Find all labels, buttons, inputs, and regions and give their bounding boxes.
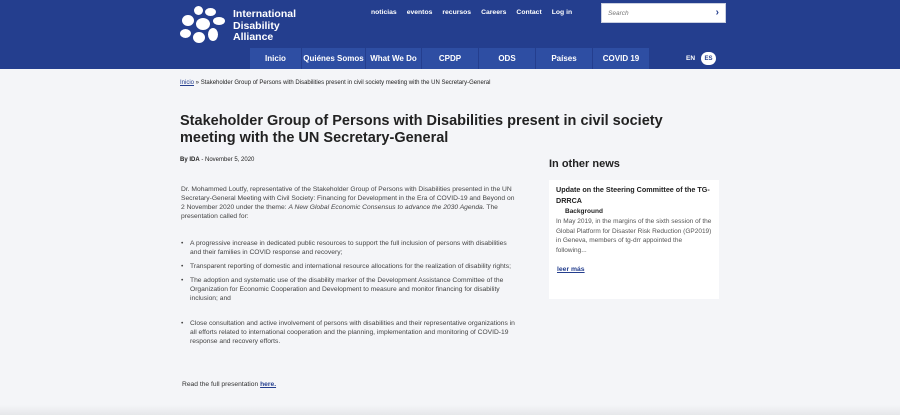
language-switcher (686, 52, 716, 65)
list-item: • Transparent reporting of domestic and international resource allocations for the realization of disability rights; (181, 262, 517, 271)
read-more-text: Read the full presentation (182, 381, 261, 388)
main-nav (250, 48, 650, 69)
list-item: • The adoption and systematic use of the disability marker of the Development Assistance Committee of the Organization for Economic Cooperation and Development to measure and monitor financing for disability inclusion; and (181, 276, 517, 303)
article-intro (181, 185, 517, 221)
top-link-contact[interactable]: Contact (516, 9, 542, 16)
article-bullet-list (181, 239, 517, 351)
page-title: Stakeholder Group of Persons with Disabilities present in civil society meeting with the UN Secretary-General (180, 113, 663, 146)
breadcrumb-current: Stakeholder Group of Persons with Disabilities present in civil society meeting with the UN Secretary-General (200, 80, 491, 86)
nav-paises[interactable]: Países (536, 48, 593, 69)
logo-text (233, 9, 296, 44)
sidebar-heading: In other news (549, 158, 620, 170)
news-card (549, 180, 719, 299)
nav-cpdp[interactable]: CPDP (422, 48, 479, 69)
breadcrumb-home[interactable]: Inicio (180, 80, 195, 86)
search-box (601, 3, 726, 23)
site-header (0, 0, 900, 69)
list-item: • Close consultation and active involvement of persons with disabilities and their representative organizations in all efforts related to international cooperation and the planning, implementation and monitoring of COVID-19 response and recovery efforts. (181, 319, 517, 346)
intro-theme: A New Global Economic Consensus to advance the 2030 Agenda. (288, 204, 485, 211)
nav-what-we-do[interactable]: What We Do (366, 48, 422, 69)
page-bottom-edge (0, 405, 900, 415)
breadcrumb (180, 80, 490, 86)
nav-quienes-somos[interactable]: Quiénes Somos (302, 48, 366, 69)
logo-line: International (233, 8, 297, 20)
article-byline (180, 157, 254, 163)
logo-line: Disability (233, 19, 280, 32)
intro-text: Dr. Mohammed Loutfy, representative of the Stakeholder Group of Persons with Disabilities presented in the UN Secretary-General Meeting with Civil Society: Financing for Development in the Era of COVID-19 and Beyond on 2 November 2020 under the theme: (181, 186, 515, 211)
lang-en[interactable]: EN (686, 55, 696, 62)
top-link-recursos[interactable]: recursos (442, 9, 472, 16)
news-card-excerpt: In May 2019, in the margins of the sixth session of the Global Platform for Disaster Risk Reduction (GP2019) in Geneva, members of tg-drr appointed the following... (556, 218, 712, 254)
nav-inicio[interactable]: Inicio (250, 48, 302, 69)
news-card-title[interactable]: Update on the Steering Committee of the TG-DRRCA (556, 185, 710, 205)
nav-ods[interactable]: ODS (479, 48, 536, 69)
lang-es[interactable]: ES (701, 52, 716, 65)
article-date: - November 5, 2020 (199, 157, 255, 163)
top-link-login[interactable]: Log in (551, 9, 573, 16)
news-card-subheading: Background (565, 208, 603, 215)
top-link-eventos[interactable]: eventos (406, 9, 433, 16)
intro-text-end: The presentation called for: (181, 204, 498, 220)
top-link-noticias[interactable]: noticias (371, 9, 397, 16)
search-input[interactable] (602, 10, 707, 17)
site-logo[interactable] (180, 6, 296, 46)
read-more-link[interactable]: here. (260, 381, 277, 388)
read-more-line (182, 381, 276, 388)
top-link-careers[interactable]: Careers (481, 9, 507, 16)
logo-icon (180, 6, 226, 46)
nav-covid-19[interactable]: COVID 19 (593, 48, 650, 69)
news-card-read-more[interactable]: leer más (557, 266, 585, 273)
breadcrumb-separator: » (194, 80, 201, 86)
logo-line: Alliance (233, 31, 274, 43)
chevron-right-icon[interactable]: › (715, 7, 719, 18)
utility-nav (371, 9, 582, 16)
list-item: • A progressive increase in dedicated public resources to support the full inclusion of persons with disabilities and their families in COVID response and recovery; (181, 239, 517, 257)
article-author[interactable]: By IDA (180, 157, 200, 163)
